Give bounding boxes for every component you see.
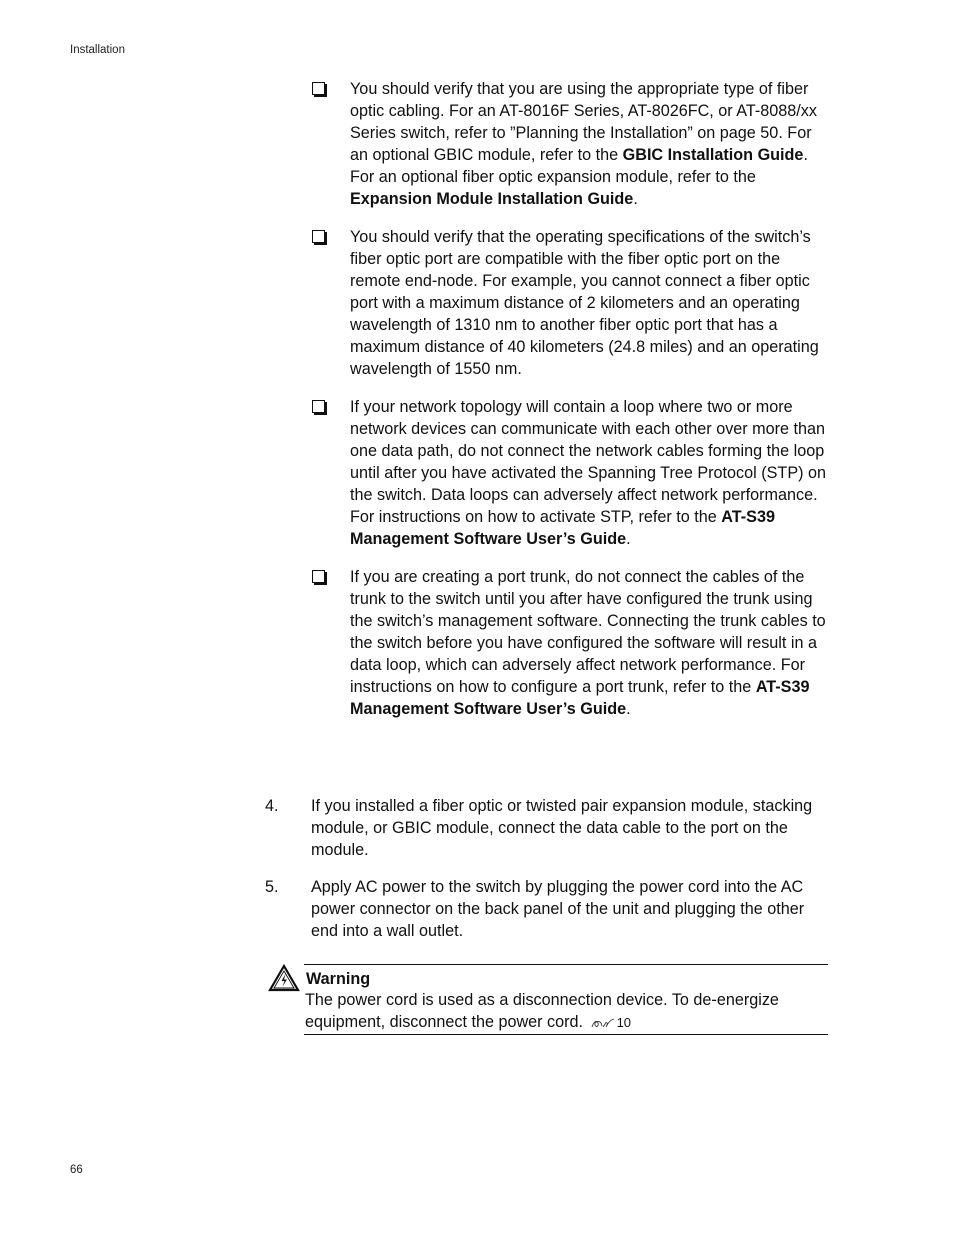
item-text: If you are creating a port trunk, do not connect the cables of the trunk to the switch until you after have configured the trunk using the switch’s management software. Connecting the trunk cables to the switch before you have configured the software will result in a data loop, which can adversely affect network performance. For instructions on how to configure a port trunk, refer to the	[350, 568, 826, 696]
warning-callout	[268, 964, 828, 1034]
step-number: 4.	[265, 797, 279, 815]
page-number: 66	[70, 1164, 83, 1176]
running-header: Installation	[70, 44, 125, 56]
doc-reference: AT-S39 Management Software User’s Guide	[350, 508, 775, 548]
doc-reference: GBIC Installation Guide	[622, 146, 804, 164]
checklist-item	[310, 566, 830, 720]
item-text: If your network topology will contain a loop where two or more network devices can communicate with each other over more than one data path, do not connect the network cables forming the loop until after you have activated the Spanning Tree Protocol (STP) on the switch. Data loops can adversely affect network performance. For instructions on how to activate STP, refer to the	[350, 398, 827, 526]
warning-box	[304, 964, 828, 1035]
step-item	[265, 795, 830, 861]
checklist-item	[310, 226, 830, 380]
item-text: .	[633, 190, 638, 208]
item-text: .	[626, 530, 631, 548]
procedure-steps	[265, 795, 830, 957]
warning-title: Warning	[306, 970, 371, 988]
checkbox-icon	[312, 400, 325, 413]
step-number: 5.	[265, 878, 279, 896]
item-text: You should verify that you are using the appropriate type of fiber optic cabling. For an AT-8016F Series, AT-8026FC, or AT-8088/xx Series switch, refer to ”Planning the Installation” on page 50. For an optional GBIC module, refer to the	[350, 80, 817, 164]
doc-reference: AT-S39 Management Software User’s Guide	[350, 678, 810, 718]
checklist-item	[310, 78, 830, 210]
item-text: You should verify that the operating specifications of the switch’s fiber optic port are compatible with the fiber optic port on the remote end-node. For example, you cannot connect a fiber optic port with a maximum distance of 2 kilometers and an operating wavelength of 1310 nm to another fiber optic port that has a maximum distance of 40 kilometers (24.8 miles) and an operating wavelength of 1550 nm.	[350, 228, 819, 378]
reference-number: 10	[616, 1015, 632, 1030]
step-text: Apply AC power to the switch by plugging the power cord into the AC power connector on the back panel of the unit and plugging the other end into a wall outlet.	[311, 878, 805, 940]
doc-reference: Expansion Module Installation Guide	[350, 190, 634, 208]
item-text: . For an optional fiber optic expansion module, refer to the	[350, 146, 808, 186]
step-text: If you installed a fiber optic or twisted pair expansion module, stacking module, or GBIC module, connect the data cable to the port on the module.	[311, 797, 813, 859]
checklist-item	[310, 396, 830, 550]
checkbox-icon	[312, 82, 325, 95]
translation-reference-icon	[591, 1018, 615, 1029]
warning-text	[305, 989, 825, 1034]
warning-triangle-icon	[268, 964, 300, 992]
checkbox-icon	[312, 570, 325, 583]
warning-body: The power cord is used as a disconnection device. To de-energize equipment, disconnect the power cord.	[305, 991, 779, 1031]
step-item	[265, 876, 830, 942]
item-text: .	[626, 700, 631, 718]
checkbox-icon	[312, 230, 325, 243]
checklist	[310, 78, 830, 736]
